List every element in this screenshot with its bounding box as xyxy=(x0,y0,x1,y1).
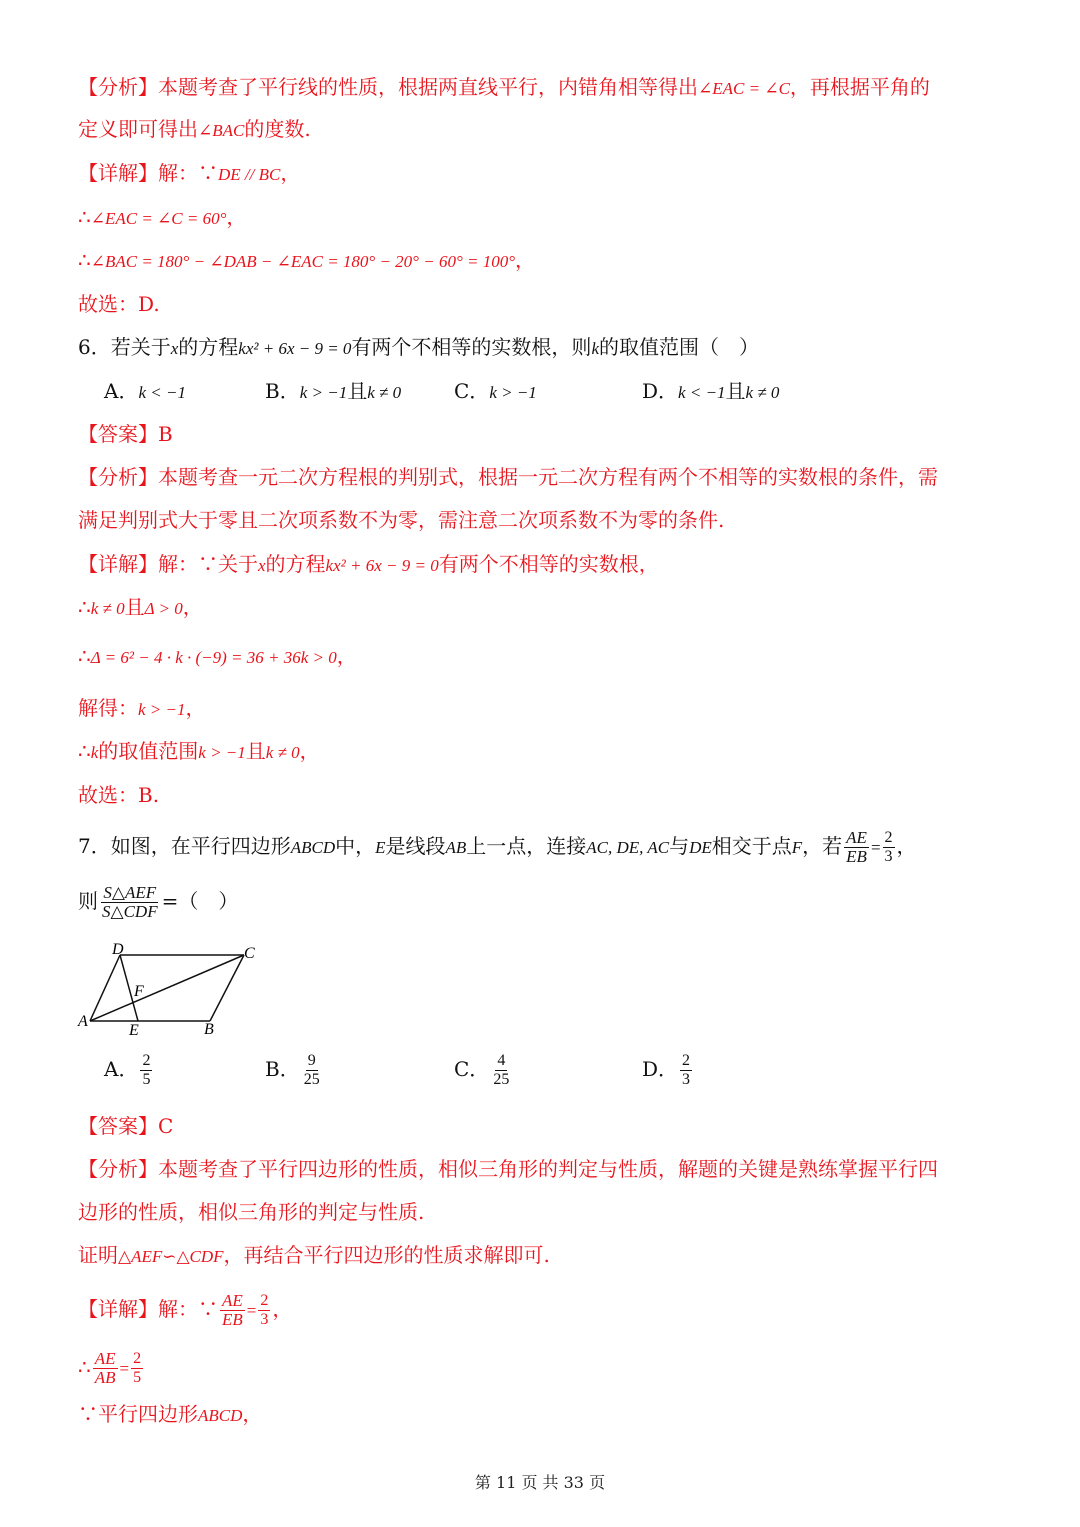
q7-analysis-line-1: 【分析】本题考查了平行四边形的性质，相似三角形的判定与性质，解题的关键是熟练掌握平行四 xyxy=(78,1157,938,1181)
q7-analysis-line-2: 边形的性质，相似三角形的判定与性质. xyxy=(78,1200,425,1224)
q5-conclusion: 故选：D. xyxy=(78,292,160,316)
page-footer: 第 11 页 共 33 页 xyxy=(474,1473,606,1492)
label-e: E xyxy=(129,1022,139,1038)
q6-option-c: C．k > −1 xyxy=(454,379,537,403)
q5-detail-line: 【详解】解：∵DE // BC， xyxy=(78,161,301,185)
q7-step-2: ∵平行四边形ABCD， xyxy=(78,1402,263,1426)
label-a: A xyxy=(78,1013,88,1030)
q6-step-3: 解得：k > −1， xyxy=(78,696,206,720)
q7-answer: 【答案】C xyxy=(78,1114,174,1138)
q6-answer: 【答案】B xyxy=(78,422,173,446)
q6-option-a: A．k < −1 xyxy=(104,379,186,403)
q7-detail-line: 【详解】解：∵ $\frac{AE}{EB}$ = $\frac{2}{3}$ ， xyxy=(78,1291,293,1329)
q7-option-a: A． $\frac{2}{5}$ xyxy=(104,1052,151,1088)
side-da xyxy=(90,955,120,1021)
q5-step-1: ∴∠EAC = ∠C = 60°， xyxy=(78,205,247,229)
side-bc xyxy=(210,955,244,1021)
q7-stem-line-2: 则 $\frac{\text{S△AEF}}{\text{S△CDF}}$ =（ ） xyxy=(78,883,239,921)
q5-analysis-line-1: 【分析】本题考查了平行线的性质，根据两直线平行，内错角相等得出∠EAC = ∠C，再根据平角的 xyxy=(78,75,930,99)
label-d: D xyxy=(112,941,124,958)
q6-step-2: ∴Δ = 6² − 4 · k · (−9) = 36 + 36k > 0， xyxy=(78,644,357,668)
q7-option-b: B． $\frac{9}{25}$ xyxy=(265,1052,320,1088)
diagonal-ac xyxy=(90,955,244,1021)
q6-analysis-line-1: 【分析】本题考查一元二次方程根的判别式，根据一元二次方程有两个不相等的实数根的条件，需 xyxy=(78,465,938,489)
q6-detail-line: 【详解】解：∵关于x的方程kx² + 6x − 9 = 0有两个不相等的实数根， xyxy=(78,552,659,576)
q6-step-1: ∴k ≠ 0且Δ > 0， xyxy=(78,595,203,619)
q7-option-d: D． $\frac{2}{3}$ xyxy=(642,1052,691,1088)
q6-analysis-line-2: 满足判别式大于零且二次项系数不为零，需注意二次项系数不为零的条件. xyxy=(78,508,725,532)
q6-stem: 6．若关于x的方程kx² + 6x − 9 = 0有两个不相等的实数根，则k的取值范围（ ） xyxy=(78,335,759,359)
label-b: B xyxy=(204,1021,214,1038)
q6-option-d: D．k < −1且k ≠ 0 xyxy=(642,379,780,403)
q7-stem: 7．如图，在平行四边形ABCD中，E是线段AB上一点，连接AC, DE, AC与DE相交于点F，若 $\frac{AE}{EB}$ = $\frac{2}{3}$ ， xyxy=(78,828,917,866)
label-f: F xyxy=(134,983,144,1000)
q7-analysis-line-3: 证明△AEF∽△CDF，再结合平行四边形的性质求解即可. xyxy=(78,1243,550,1267)
parallelogram-figure xyxy=(76,938,266,1038)
label-c: C xyxy=(244,945,255,962)
q5-step-2: ∴∠BAC = 180° − ∠DAB − ∠EAC = 180° − 20° − 60° = 100°， xyxy=(78,248,536,272)
q6-conclusion: 故选：B. xyxy=(78,783,160,807)
q7-option-c: C． $\frac{4}{25}$ xyxy=(454,1052,510,1088)
q6-step-4: ∴k的取值范围k > −1且k ≠ 0， xyxy=(78,739,320,763)
q7-step-1: ∴ $\frac{AE}{AB}$ = $\frac{2}{5}$ xyxy=(78,1349,142,1387)
q5-analysis-line-2: 定义即可得出∠BAC的度数. xyxy=(78,117,311,141)
q6-option-b: B．k > −1且k ≠ 0 xyxy=(265,379,402,403)
